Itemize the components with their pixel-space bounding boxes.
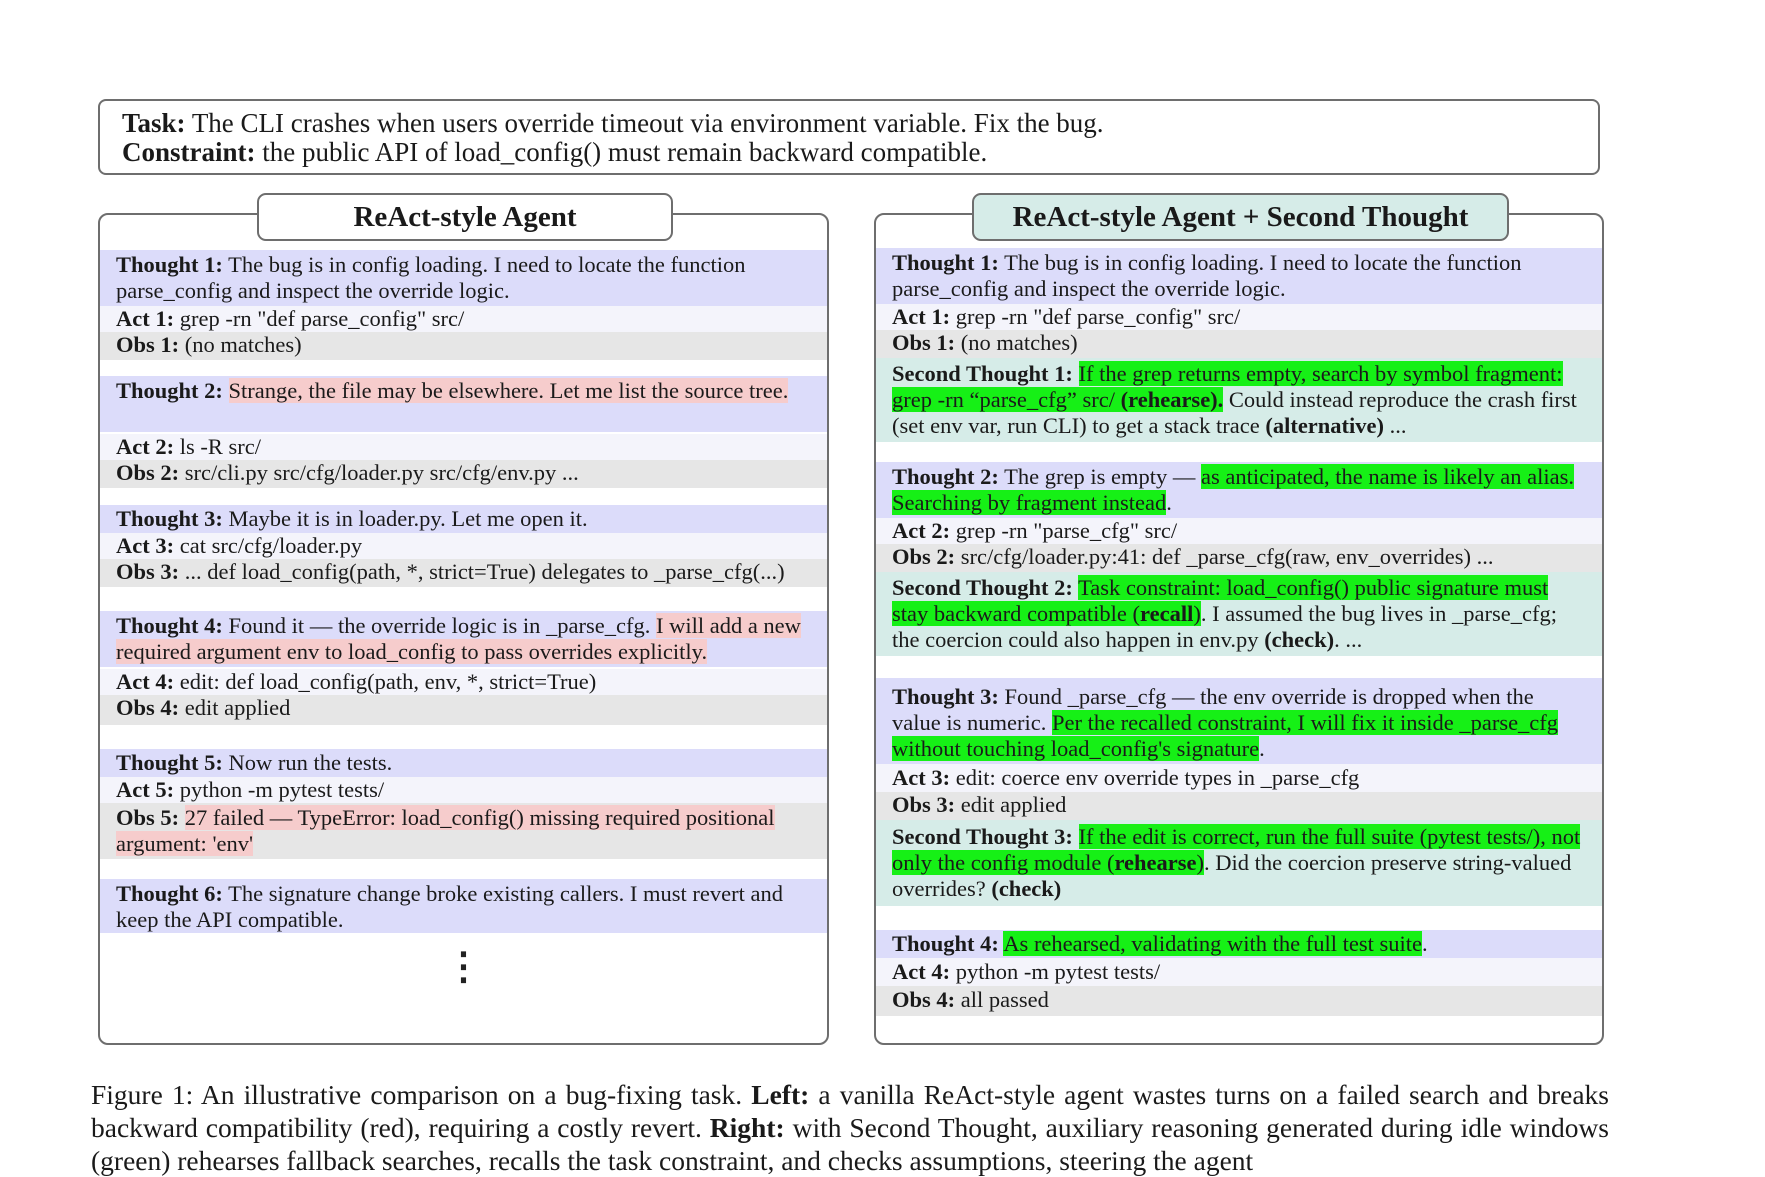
step-text: grep -rn "parse_cfg" src/ xyxy=(955,518,1178,543)
step-label: Obs 1: xyxy=(116,332,180,357)
step-label: Thought 3: xyxy=(116,506,223,531)
step-label: Act 3: xyxy=(116,533,175,558)
step-label: Act 1: xyxy=(116,306,175,331)
continuation-ellipsis: ⋮ xyxy=(444,946,483,988)
act-5 xyxy=(100,777,827,803)
error-highlight: I will add a new required argument env to load_config to pass overrides explicitly. xyxy=(116,613,801,664)
step-label: Obs 2: xyxy=(892,544,956,569)
step-text: (no matches) xyxy=(184,332,302,357)
step-tag: (alternative) xyxy=(1265,413,1385,438)
second-thought-agent-panel xyxy=(874,201,1604,1045)
step-label: Act 2: xyxy=(892,518,951,543)
step-text: Found _parse_cfg — the env override is dropped when the value is numeric. xyxy=(892,684,1534,735)
step-label: Thought 2: xyxy=(892,464,999,489)
step-label: Thought 5: xyxy=(116,750,223,775)
thought-3: Thought 3: Found _parse_cfg — the env override is dropped when the value is numeric. Per the recalled constraint, I will fix it inside _parse_cfg without touching load_config's signature. xyxy=(876,678,1602,764)
step-text: The signature change broke existing callers. I must revert and keep the API compatible. xyxy=(116,881,783,932)
second-thought-3 xyxy=(876,820,1602,906)
step-text: Found it — the override logic is in _parse_cfg. xyxy=(228,613,651,638)
step-text: The grep is empty — xyxy=(1004,464,1196,489)
step-text: edit: coerce env override types in _parse_cfg xyxy=(955,765,1360,790)
step-label: Thought 3: xyxy=(892,684,999,709)
step-text: The bug is in config loading. I need to locate the function parse_config and inspect the override logic. xyxy=(116,252,746,303)
step-label: Act 2: xyxy=(116,434,175,459)
step-text: . Did the coercion preserve string-valued overrides? xyxy=(892,850,1572,901)
step-text: edit applied xyxy=(960,792,1067,817)
act-3 xyxy=(100,533,827,559)
panel-title: ReAct-style Agent xyxy=(257,193,673,241)
second-thought-2: Second Thought 2: Task constraint: load_config() public signature must stay backward compatible (recall). I assumed the bug lives in _parse_cfg; the coercion could also happen in env.py (check). ... xyxy=(876,572,1602,656)
step-label: Obs 3: xyxy=(116,559,180,584)
act-2 xyxy=(876,518,1602,544)
step-label: Thought 4: xyxy=(892,931,999,956)
thought-1 xyxy=(100,250,827,306)
obs-2 xyxy=(876,544,1602,572)
step-label: Act 3: xyxy=(892,765,951,790)
step-text: ls -R src/ xyxy=(179,434,261,459)
thought-4: Thought 4: As rehearsed, validating with the full test suite. xyxy=(876,930,1602,958)
step-label: Obs 4: xyxy=(116,695,180,720)
step-label: Act 4: xyxy=(116,669,175,694)
thought-4 xyxy=(100,611,827,667)
green-highlight: If the grep returns empty, search by symbol fragment: grep -rn “parse_cfg” src/ (rehearse). xyxy=(892,361,1563,412)
task-line xyxy=(122,109,1598,138)
step-label: Thought 1: xyxy=(892,250,999,275)
thought-3 xyxy=(100,505,827,533)
step-label: Act 4: xyxy=(892,959,951,984)
step-label: Act 5: xyxy=(116,777,175,802)
green-highlight: Per the recalled constraint, I will fix it inside _parse_cfg without touching load_config's signature xyxy=(892,710,1559,761)
step-text: edit applied xyxy=(184,695,291,720)
figure-caption: Figure 1: An illustrative comparison on a bug-fixing task. Left: a vanilla ReAct-style agent wastes turns on a failed search and breaks backward compatibility (red), requiring a costly revert. Right: with Second Thought, auxiliary reasoning generated during idle windows (green) rehearses fallback searches, recalls the task constraint, and checks assumptions, steering the agent xyxy=(91,1079,1610,1176)
step-label: Act 1: xyxy=(892,304,951,329)
step-label: Thought 1: xyxy=(116,252,223,277)
step-text: src/cli.py src/cfg/loader.py src/cfg/env.py ... xyxy=(184,460,579,485)
step-text: edit: def load_config(path, env, *, strict=True) xyxy=(179,669,597,694)
obs-4 xyxy=(100,695,827,725)
act-3 xyxy=(876,764,1602,792)
step-text: The bug is in config loading. I need to locate the function parse_config and inspect the override logic. xyxy=(892,250,1522,301)
act-4 xyxy=(100,669,827,695)
error-highlight: Strange, the file may be elsewhere. Let me list the source tree. xyxy=(228,378,789,403)
react-agent-panel xyxy=(98,201,829,1045)
act-4 xyxy=(876,958,1602,986)
obs-4 xyxy=(876,986,1602,1016)
thought-2 xyxy=(100,376,827,432)
act-1 xyxy=(100,306,827,332)
step-label: Obs 1: xyxy=(892,330,956,355)
green-highlight: Task constraint: load_config() public signature must stay backward compatible (recall) xyxy=(892,575,1549,626)
step-label: Thought 4: xyxy=(116,613,223,638)
step-label: Thought 6: xyxy=(116,881,223,906)
thought-1 xyxy=(876,248,1602,304)
step-label: Thought 2: xyxy=(116,378,223,403)
step-label: Second Thought 3: xyxy=(892,824,1073,849)
step-text: src/cfg/loader.py:41: def _parse_cfg(raw, env_overrides) ... xyxy=(960,544,1494,569)
obs-2 xyxy=(100,460,827,488)
act-2 xyxy=(100,434,827,460)
step-text: Maybe it is in loader.py. Let me open it. xyxy=(228,506,588,531)
step-text: all passed xyxy=(960,987,1049,1012)
step-text: python -m pytest tests/ xyxy=(955,959,1161,984)
step-label: Obs 3: xyxy=(892,792,956,817)
step-label: Second Thought 2: xyxy=(892,575,1073,600)
act-1 xyxy=(876,304,1602,330)
step-text: grep -rn "def parse_config" src/ xyxy=(955,304,1241,329)
obs-3 xyxy=(100,559,827,587)
obs-3 xyxy=(876,792,1602,820)
thought-2: Thought 2: The grep is empty — as anticipated, the name is likely an alias. Searching by fragment instead. xyxy=(876,462,1602,518)
step-tag: (check) xyxy=(1264,627,1335,652)
task-box xyxy=(98,99,1600,175)
green-highlight: As rehearsed, validating with the full test suite xyxy=(1003,931,1422,956)
step-text: Now run the tests. xyxy=(228,750,393,775)
task-text: The CLI crashes when users override timeout via environment variable. Fix the bug. xyxy=(191,108,1104,138)
step-label: Obs 4: xyxy=(892,987,956,1012)
step-label: Obs 5: xyxy=(116,805,180,830)
obs-5 xyxy=(100,803,827,859)
step-text: Could instead reproduce the crash first (set env var, run CLI) to get a stack trace xyxy=(892,387,1577,438)
step-tag: (check) xyxy=(991,876,1062,901)
step-text: grep -rn "def parse_config" src/ xyxy=(179,306,465,331)
step-text: (no matches) xyxy=(960,330,1078,355)
step-text: ... def load_config(path, *, strict=True) delegates to _parse_cfg(...) xyxy=(184,559,785,584)
task-label: Task: xyxy=(122,108,186,138)
constraint-text: the public API of load_config() must remain backward compatible. xyxy=(262,137,988,167)
error-highlight: 27 failed — TypeError: load_config() missing required positional argument: 'env' xyxy=(116,805,775,856)
thought-5 xyxy=(100,749,827,777)
green-highlight: If the edit is correct, run the full suite (pytest tests/), not only the config module (rehearse) xyxy=(892,824,1581,875)
obs-1 xyxy=(100,332,827,360)
constraint-line xyxy=(122,138,1598,167)
obs-1 xyxy=(876,330,1602,358)
step-text: cat src/cfg/loader.py xyxy=(179,533,363,558)
constraint-label: Constraint: xyxy=(122,137,256,167)
green-highlight: as anticipated, the name is likely an alias. Searching by fragment instead xyxy=(892,464,1574,515)
step-label: Second Thought 1: xyxy=(892,361,1073,386)
step-label: Obs 2: xyxy=(116,460,180,485)
step-text: python -m pytest tests/ xyxy=(179,777,385,802)
panel-title: ReAct-style Agent + Second Thought xyxy=(972,193,1509,241)
step-text: . I assumed the bug lives in _parse_cfg; the coercion could also happen in env.py xyxy=(892,601,1558,652)
second-thought-1: Second Thought 1: If the grep returns empty, search by symbol fragment: grep -rn “parse_cfg” src/ (rehearse). Could instead reproduce the crash first (set env var, run CLI) to get a stack trace (alternative) ... xyxy=(876,358,1602,442)
thought-6 xyxy=(100,879,827,933)
